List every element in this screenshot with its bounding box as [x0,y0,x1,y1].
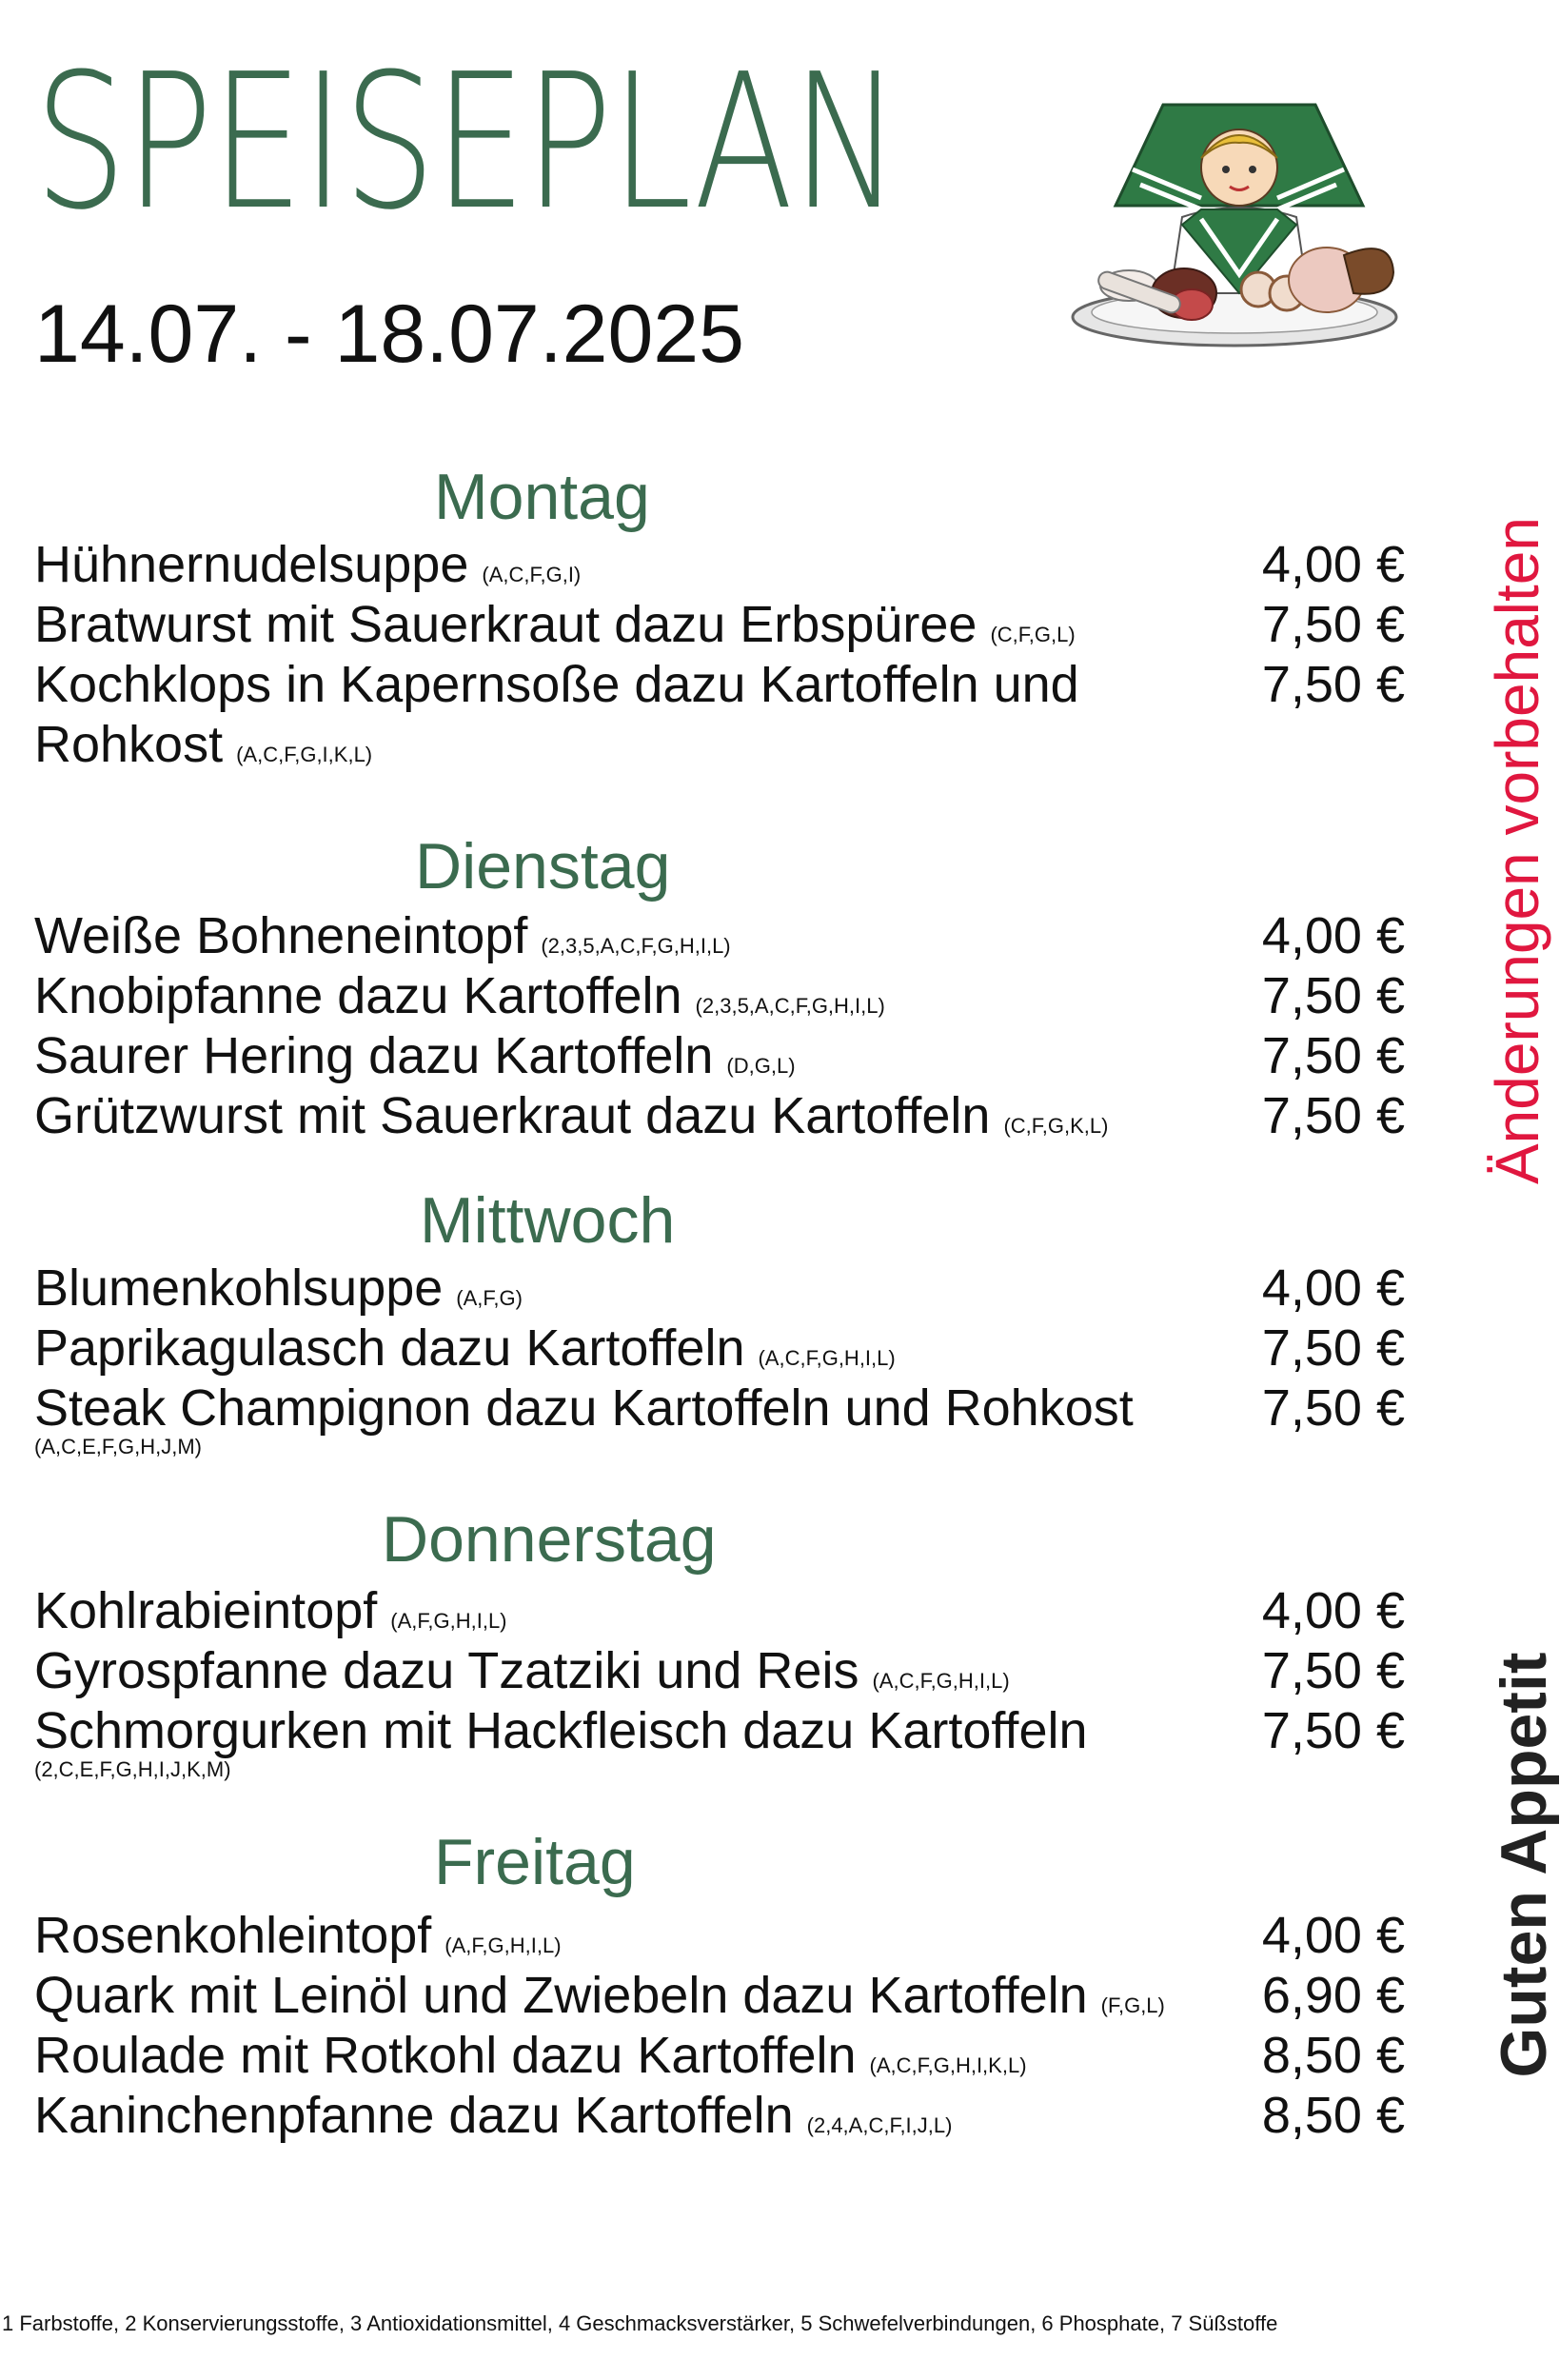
day-section-montag [34,461,1405,775]
dish-name: Hühnernudelsuppe [34,536,469,593]
menu-item [34,1641,1405,1701]
menu-item [34,1319,1405,1378]
dish-name: Rosenkohleintopf [34,1907,432,1964]
menu-item [34,1259,1405,1319]
price: 4,00 € [1261,1907,1405,1964]
dish-name: Blumenkohlsuppe [34,1259,444,1317]
dish-name: Roulade mit Rotkohl dazu Kartoffeln [34,2027,857,2084]
menu-item [34,1906,1405,1966]
menu-item [34,1378,1405,1469]
day-section-donnerstag [34,1503,1405,1792]
menu-item [34,906,1405,966]
menu-item [34,1086,1405,1146]
weekly-menu [34,461,1405,2146]
menu-item [34,1581,1405,1641]
page-title: SPEISEPLAN [34,34,899,251]
price: 7,50 € [1261,1027,1405,1084]
day-heading: Freitag [434,1826,636,1898]
price: 4,00 € [1261,907,1405,964]
menu-item [34,2026,1405,2086]
allergen-codes: (2,3,5,A,C,F,G,H,I,L) [541,934,731,958]
menu-item [34,966,1405,1026]
day-section-freitag [34,1826,1405,2146]
date-range: 14.07. - 18.07.2025 [34,288,744,380]
allergen-codes: (F,G,L) [1100,1993,1165,2017]
dish-name: Gyrospfanne dazu Tzatziki und Reis [34,1642,859,1699]
allergen-codes: (2,C,E,F,G,H,I,J,K,M) [34,1757,231,1781]
dish-name: Steak Champignon dazu Kartoffeln und Rohkost [34,1379,1134,1437]
price: 7,50 € [1261,1642,1405,1699]
dish-name: Saurer Hering dazu Kartoffeln [34,1027,714,1084]
price: 7,50 € [1261,596,1405,653]
additives-legend: 1 Farbstoffe, 2 Konservierungsstoffe, 3 Antioxidationsmittel, 4 Geschmacksverstärker, 5 Schwefelverbindungen, 6 Phosphate, 7 Süßstoffe [2,2311,1278,2335]
allergen-codes: (A,C,F,G,I,K,L) [236,743,373,766]
dish-name: Kochklops in Kapernsoße dazu Kartoffeln und Rohkost [34,656,1079,773]
allergen-codes: (2,4,A,C,F,I,J,L) [806,2113,953,2137]
allergen-codes: (A,F,G,H,I,L) [390,1609,507,1633]
guten-appetit-text: Guten Appetit [1488,1652,1560,2078]
dish-name: Kaninchenpfanne dazu Kartoffeln [34,2087,794,2144]
price: 8,50 € [1261,2087,1405,2144]
dish-name: Kohlrabieintopf [34,1582,378,1639]
price: 7,50 € [1261,1319,1405,1377]
price: 8,50 € [1261,2027,1405,2084]
allergen-codes: (A,C,E,F,G,H,J,M) [34,1435,202,1458]
allergen-codes: (A,C,F,G,H,I,L) [872,1669,1010,1693]
menu-item [34,1026,1405,1086]
dish-name: Weiße Bohneneintopf [34,907,528,964]
price: 7,50 € [1261,1379,1405,1437]
changes-reserved-note: Änderungen vorbehalten [1483,517,1551,1184]
allergen-codes: (2,3,5,A,C,F,G,H,I,L) [695,994,885,1018]
menu-item [34,1701,1405,1792]
day-heading: Montag [434,461,650,533]
dish-name: Schmorgurken mit Hackfleisch dazu Kartoffeln [34,1702,1088,1759]
dish-name: Knobipfanne dazu Kartoffeln [34,967,682,1024]
price: 6,90 € [1261,1967,1405,2024]
day-section-dienstag [34,830,1405,1146]
menu-item [34,595,1405,655]
day-heading: Mittwoch [420,1184,676,1257]
dish-name: Bratwurst mit Sauerkraut dazu Erbspüree [34,596,977,653]
price: 4,00 € [1261,536,1405,593]
menu-item [34,655,1405,775]
dish-name: Grützwurst mit Sauerkraut dazu Kartoffeln [34,1087,991,1144]
allergen-codes: (A,C,F,G,H,I,L) [758,1346,896,1370]
price: 7,50 € [1261,967,1405,1024]
price: 7,50 € [1261,1702,1405,1759]
menu-item [34,2086,1405,2146]
price: 7,50 € [1261,1087,1405,1144]
allergen-codes: (A,F,G) [456,1286,523,1310]
dish-name: Paprikagulasch dazu Kartoffeln [34,1319,745,1377]
price: 4,00 € [1261,1259,1405,1317]
price: 7,50 € [1261,656,1405,713]
allergen-codes: (C,F,G,K,L) [1003,1114,1109,1138]
allergen-codes: (D,G,L) [726,1054,796,1078]
allergen-codes: (A,C,F,G,I) [482,563,582,586]
allergen-codes: (C,F,G,L) [990,623,1076,646]
price: 4,00 € [1261,1582,1405,1639]
menu-item [34,1966,1405,2026]
day-heading: Dienstag [415,830,671,902]
day-section-mittwoch [34,1184,1405,1469]
menu-item [34,535,1405,595]
dish-name: Quark mit Leinöl und Zwiebeln dazu Kartoffeln [34,1967,1088,2024]
allergen-codes: (A,F,G,H,I,L) [444,1934,562,1957]
butcher-girl-logo [1058,103,1411,358]
allergen-codes: (A,C,F,G,H,I,K,L) [869,2053,1027,2077]
day-heading: Donnerstag [382,1503,717,1576]
